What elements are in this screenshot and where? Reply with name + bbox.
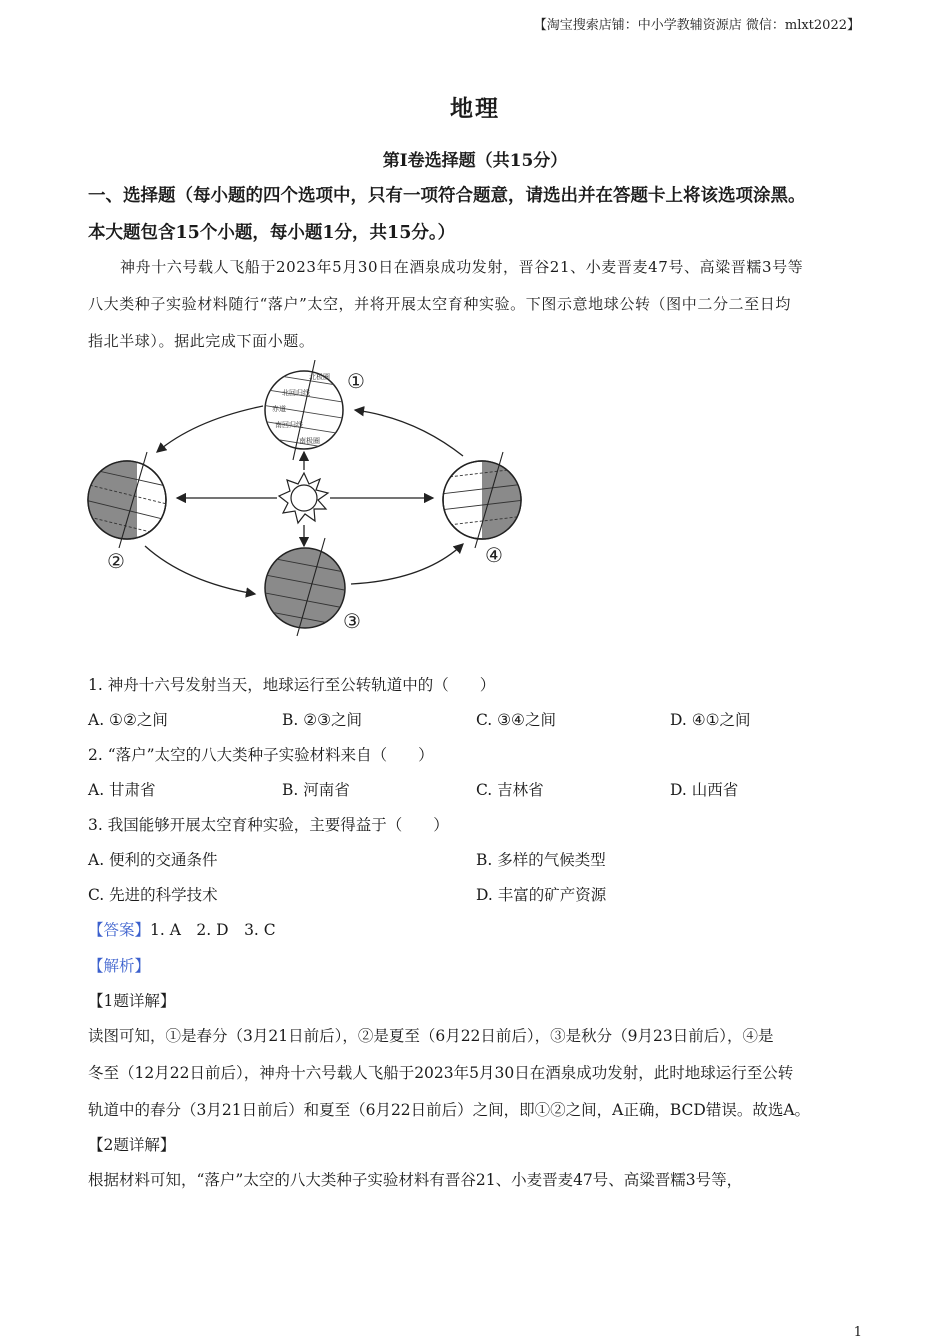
question-3-option-d[interactable]: D. 丰富的矿产资源	[476, 886, 607, 904]
material-line-3: 指北半球）。据此完成下面小题。	[88, 332, 315, 350]
instruction-line-1: 一、选择题（每小题的四个选项中，只有一项符合题意，请选出并在答题卡上将该选项涂黑。	[88, 186, 806, 206]
earth-position-4	[440, 452, 527, 548]
label-4: ④	[485, 543, 503, 567]
orbit-arrow-2-3	[145, 546, 255, 594]
question-2-option-d[interactable]: D. 山西省	[670, 781, 739, 799]
label-1: ①	[347, 369, 365, 393]
orbit-arrow-1-2	[157, 406, 263, 452]
material-line-1: 神舟十六号载人飞船于2023年5月30日在酒泉成功发射，晋谷21、小麦晋麦47号、高粱晋糯3号等	[120, 258, 804, 276]
label-3: ③	[343, 609, 361, 633]
q1-detail-line-1: 读图可知，①是春分（3月21日前后），②是夏至（6月22日前后），③是秋分（9月23日前后），④是	[88, 1027, 774, 1045]
question-3-option-b[interactable]: B. 多样的气候类型	[476, 851, 606, 869]
earth-position-1	[255, 360, 355, 460]
page-title: 地理	[450, 95, 500, 122]
question-3-option-c[interactable]: C. 先进的科学技术	[88, 886, 218, 904]
sun-icon	[279, 473, 328, 523]
earth-position-3	[260, 538, 355, 636]
instruction-line-2: 本大题包含15个小题，每小题1分，共15分。）	[88, 223, 456, 243]
svg-text:南回归线: 南回归线	[275, 421, 303, 429]
svg-text:北极圈: 北极圈	[309, 373, 330, 381]
earth-orbit-figure	[85, 360, 535, 640]
earth-position-2	[85, 452, 175, 548]
question-1-option-d[interactable]: D. ④①之间	[670, 711, 751, 729]
question-3-option-a[interactable]: A. 便利的交通条件	[88, 851, 218, 869]
analysis-label: 【解析】	[88, 957, 151, 975]
question-2-option-b[interactable]: B. 河南省	[282, 781, 350, 799]
question-1-option-c[interactable]: C. ③④之间	[476, 711, 556, 729]
label-2: ②	[107, 549, 125, 573]
q1-detail-line-3: 轨道中的春分（3月21日前后）和夏至（6月22日前后）之间，即①②之间，A正确，BCD错误。故选A。	[88, 1101, 811, 1119]
section-title: 第Ⅰ卷选择题（共15分）	[382, 151, 568, 171]
orbit-arrow-4-1	[355, 410, 463, 456]
answer-row	[88, 918, 276, 940]
svg-text:北回归线: 北回归线	[282, 389, 310, 397]
svg-text:赤道: 赤道	[272, 405, 286, 413]
question-1-option-a[interactable]: A. ①②之间	[88, 711, 168, 729]
page-number: 1	[853, 1325, 862, 1340]
answer-text: 1. A 2. D 3. C	[150, 921, 276, 939]
question-2-option-c[interactable]: C. 吉林省	[476, 781, 544, 799]
question-1-option-b[interactable]: B. ②③之间	[282, 711, 363, 729]
question-3-stem: 3. 我国能够开展太空育种实验，主要得益于（ ）	[88, 816, 449, 834]
question-2-stem: 2. “落户”太空的八大类种子实验材料来自（ ）	[88, 746, 434, 764]
answer-label: 【答案】	[88, 921, 151, 939]
question-1-stem: 1. 神舟十六号发射当天，地球运行至公转轨道中的（ ）	[88, 676, 496, 694]
svg-text:南极圈: 南极圈	[299, 437, 320, 445]
shop-note-header: 【淘宝搜索店铺：中小学教辅资源店 微信：mlxt2022】	[533, 18, 860, 33]
q2-detail-title: 【2题详解】	[88, 1136, 176, 1154]
q1-detail-line-2: 冬至（12月22日前后），神舟十六号载人飞船于2023年5月30日在酒泉成功发射，此时地球运行至公转	[88, 1064, 794, 1082]
orbit-arrow-3-4	[351, 544, 463, 584]
material-line-2: 八大类种子实验材料随行“落户”太空，并将开展太空育种实验。下图示意地球公转（图中二分二至日均	[88, 295, 791, 313]
question-2-option-a[interactable]: A. 甘肃省	[88, 781, 156, 799]
q1-detail-title: 【1题详解】	[88, 992, 176, 1010]
q2-detail-line-1: 根据材料可知，“落户”太空的八大类种子实验材料有晋谷21、小麦晋麦47号、高粱晋糯3号等，	[88, 1171, 743, 1189]
